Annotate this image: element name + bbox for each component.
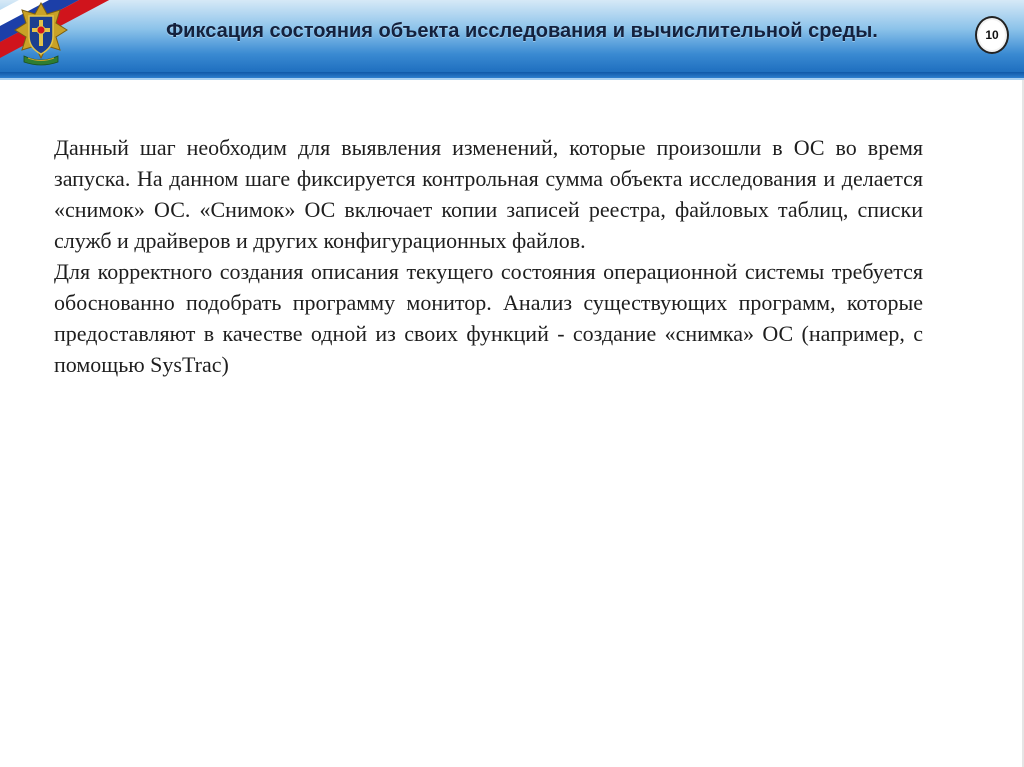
page-number-badge: 10 [975,16,1009,54]
body-text [54,132,923,380]
paragraph-1: Данный шаг необходим для выявления изменений, которые произошли в ОС во время запуска. На данном шаге фиксируется контрольная сумма объекта исследования и делается «снимок» ОС. «Снимок» ОС включает копии записей реестра, файловых таблиц, списки служб и драйверов и других конфигурационных файлов. [54,135,923,253]
page-title: Фиксация состояния объекта исследования и вычислительной среды. [166,20,878,42]
military-academy-emblem-icon [14,2,68,68]
header-light-line [0,78,1024,80]
paragraph-2: Для корректного создания описания текущего состояния операционной системы требуется обоснованно подобрать программу монитор. Анализ существующих программ, которые предоставляют в качестве одной из своих функций - создание «снимка» ОС (например, с помощью SysTrac) [54,259,923,377]
